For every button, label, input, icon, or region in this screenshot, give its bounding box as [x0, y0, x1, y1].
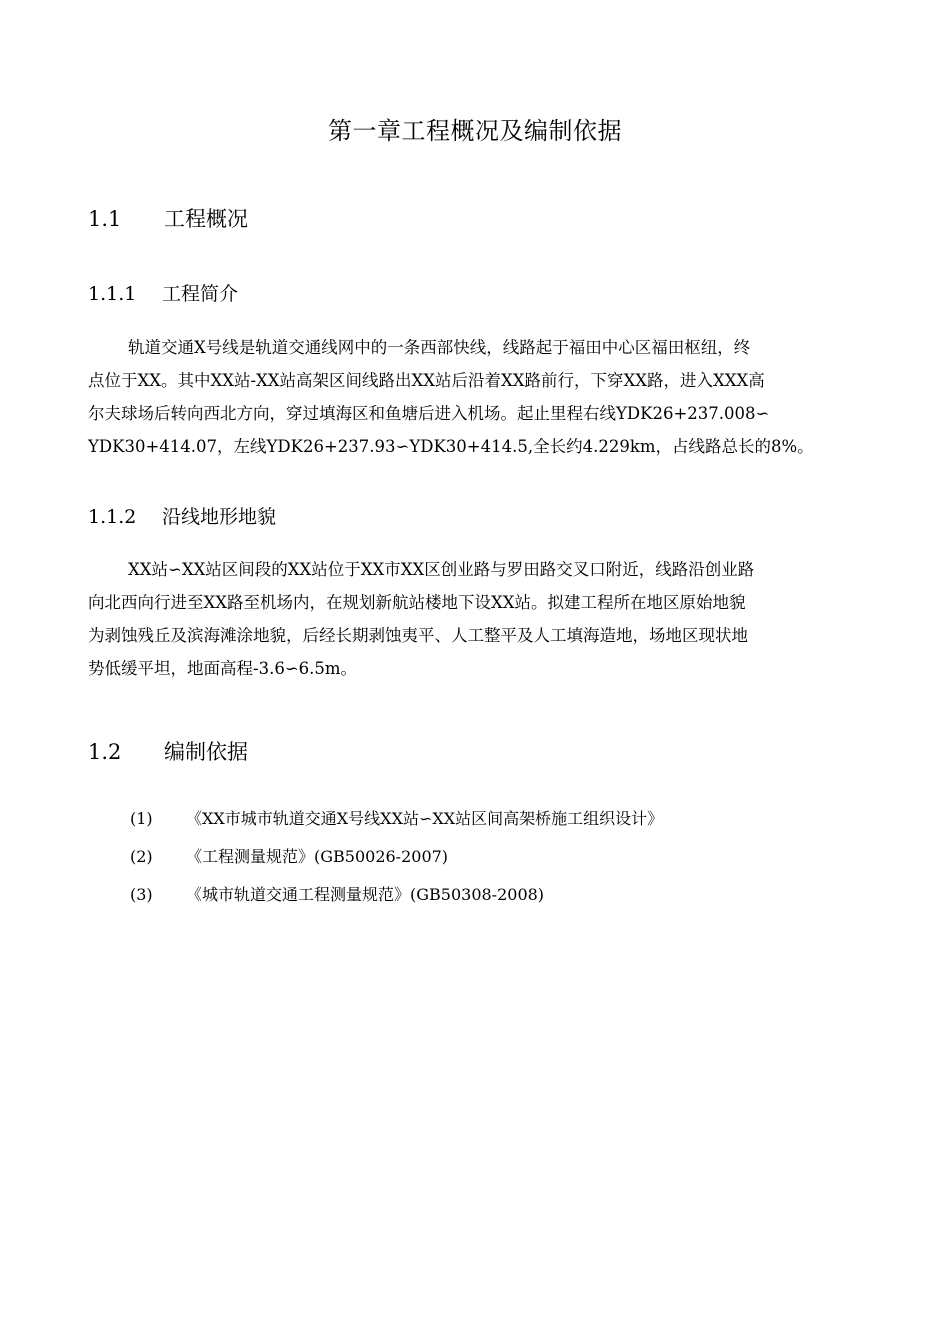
reference-text: 《XX市城市轨道交通X号线XX站∽XX站区间高架桥施工组织设计》	[186, 809, 664, 828]
paragraph-line: 尔夫球场后转向西北方向，穿过填海区和鱼塘后进入机场。起止里程右线YDK26+237.008∽	[88, 404, 770, 423]
section-number: 1.1.2	[88, 506, 137, 528]
reference-item	[130, 880, 544, 910]
paragraph-line: 向北西向行进至XX路至机场内，在规划新航站楼地下设XX站。拟建工程所在地区原始地貌	[88, 593, 746, 612]
paragraph-line: 轨道交通X号线是轨道交通线网中的一条西部快线，线路起于福田中心区福田枢纽，终	[128, 338, 751, 357]
section-heading-1-1	[88, 204, 248, 234]
section-heading-1-2	[88, 737, 248, 767]
paragraph-line: XX站∽XX站区间段的XX站位于XX市XX区创业路与罗田路交叉口附近，线路沿创业路	[128, 560, 755, 579]
reference-item	[130, 804, 663, 834]
reference-index: (1)	[130, 809, 153, 828]
reference-item	[130, 842, 448, 872]
section-title: 工程概况	[164, 207, 248, 231]
paragraph-line: 点位于XX。其中XX站-XX站高架区间线路出XX站后沿着XX路前行，下穿XX路，进入XXX高	[88, 371, 765, 390]
paragraph-project-intro	[88, 331, 862, 463]
section-heading-1-1-2	[88, 503, 276, 531]
chapter-title: 第一章工程概况及编制依据	[328, 117, 622, 145]
paragraph-line: YDK30+414.07，左线YDK26+237.93∽YDK30+414.5,全长约4.229km，占线路总长的8%。	[88, 437, 814, 456]
section-title: 工程简介	[162, 283, 239, 305]
paragraph-terrain	[88, 553, 862, 685]
section-number: 1.1.1	[88, 283, 137, 305]
section-heading-1-1-1	[88, 280, 238, 308]
section-number: 1.1	[88, 207, 122, 231]
section-title: 沿线地形地貌	[162, 506, 277, 528]
section-number: 1.2	[88, 740, 122, 764]
reference-index: (2)	[130, 847, 153, 866]
reference-text: 《城市轨道交通工程测量规范》(GB50308-2008)	[186, 885, 545, 904]
paragraph-line: 为剥蚀残丘及滨海滩涂地貌，后经长期剥蚀夷平、人工整平及人工填海造地，场地区现状地	[88, 626, 748, 645]
reference-index: (3)	[130, 885, 153, 904]
paragraph-line: 势低缓平坦，地面高程-3.6∽6.5m。	[88, 659, 358, 678]
section-title: 编制依据	[164, 740, 248, 764]
reference-text: 《工程测量规范》(GB50026-2007)	[186, 847, 449, 866]
